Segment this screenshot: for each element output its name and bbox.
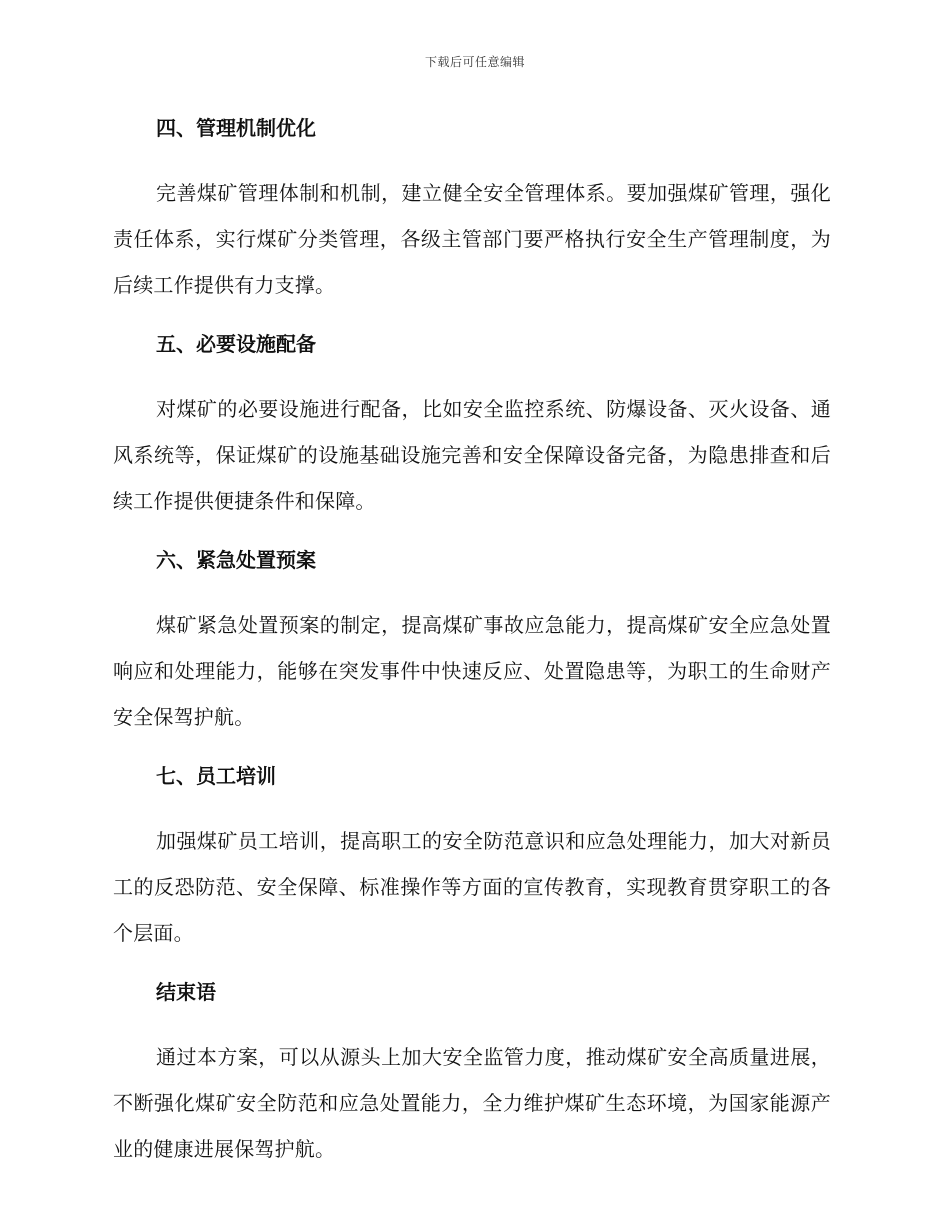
section-heading: 五、必要设施配备 <box>156 332 316 356</box>
section-staff-training <box>113 761 831 956</box>
section-body: 对煤矿的必要设施进行配备，比如安全监控系统、防爆设备、灭火设备、通风系统等，保证煤矿的设施基础设施完善和安全保障设备完备，为隐患排查和后续工作提供便捷条件和保障。 <box>113 397 831 513</box>
section-body: 通过本方案，可以从源头上加大安全监管力度，推动煤矿安全高质量进展，不断强化煤矿安全防范和应急处置能力，全力维护煤矿生态环境，为国家能源产业的健康进展保驾护航。 <box>113 1045 831 1161</box>
section-heading: 七、员工培训 <box>156 764 276 788</box>
section-conclusion <box>113 977 831 1172</box>
section-heading: 四、管理机制优化 <box>156 116 316 140</box>
section-management-mechanism <box>113 113 831 308</box>
section-emergency-plan <box>113 545 831 740</box>
section-body: 加强煤矿员工培训，提高职工的安全防范意识和应急处理能力，加大对新员工的反恐防范、安全保障、标准操作等方面的宣传教育，实现教育贯穿职工的各个层面。 <box>113 829 831 945</box>
section-heading: 六、紧急处置预案 <box>156 548 316 572</box>
section-body: 煤矿紧急处置预案的制定，提高煤矿事故应急能力，提高煤矿安全应急处置响应和处理能力，能够在突发事件中快速反应、处置隐患等，为职工的生命财产安全保驾护航。 <box>113 613 831 729</box>
page-header-note: 下载后可任意编辑 <box>424 55 525 69</box>
section-heading: 结束语 <box>156 980 216 1004</box>
section-facility-equipment <box>113 329 831 524</box>
document-content <box>113 113 831 1193</box>
section-body: 完善煤矿管理体制和机制，建立健全安全管理体系。要加强煤矿管理，强化责任体系，实行煤矿分类管理，各级主管部门要严格执行安全生产管理制度，为后续工作提供有力支撑。 <box>113 181 831 297</box>
